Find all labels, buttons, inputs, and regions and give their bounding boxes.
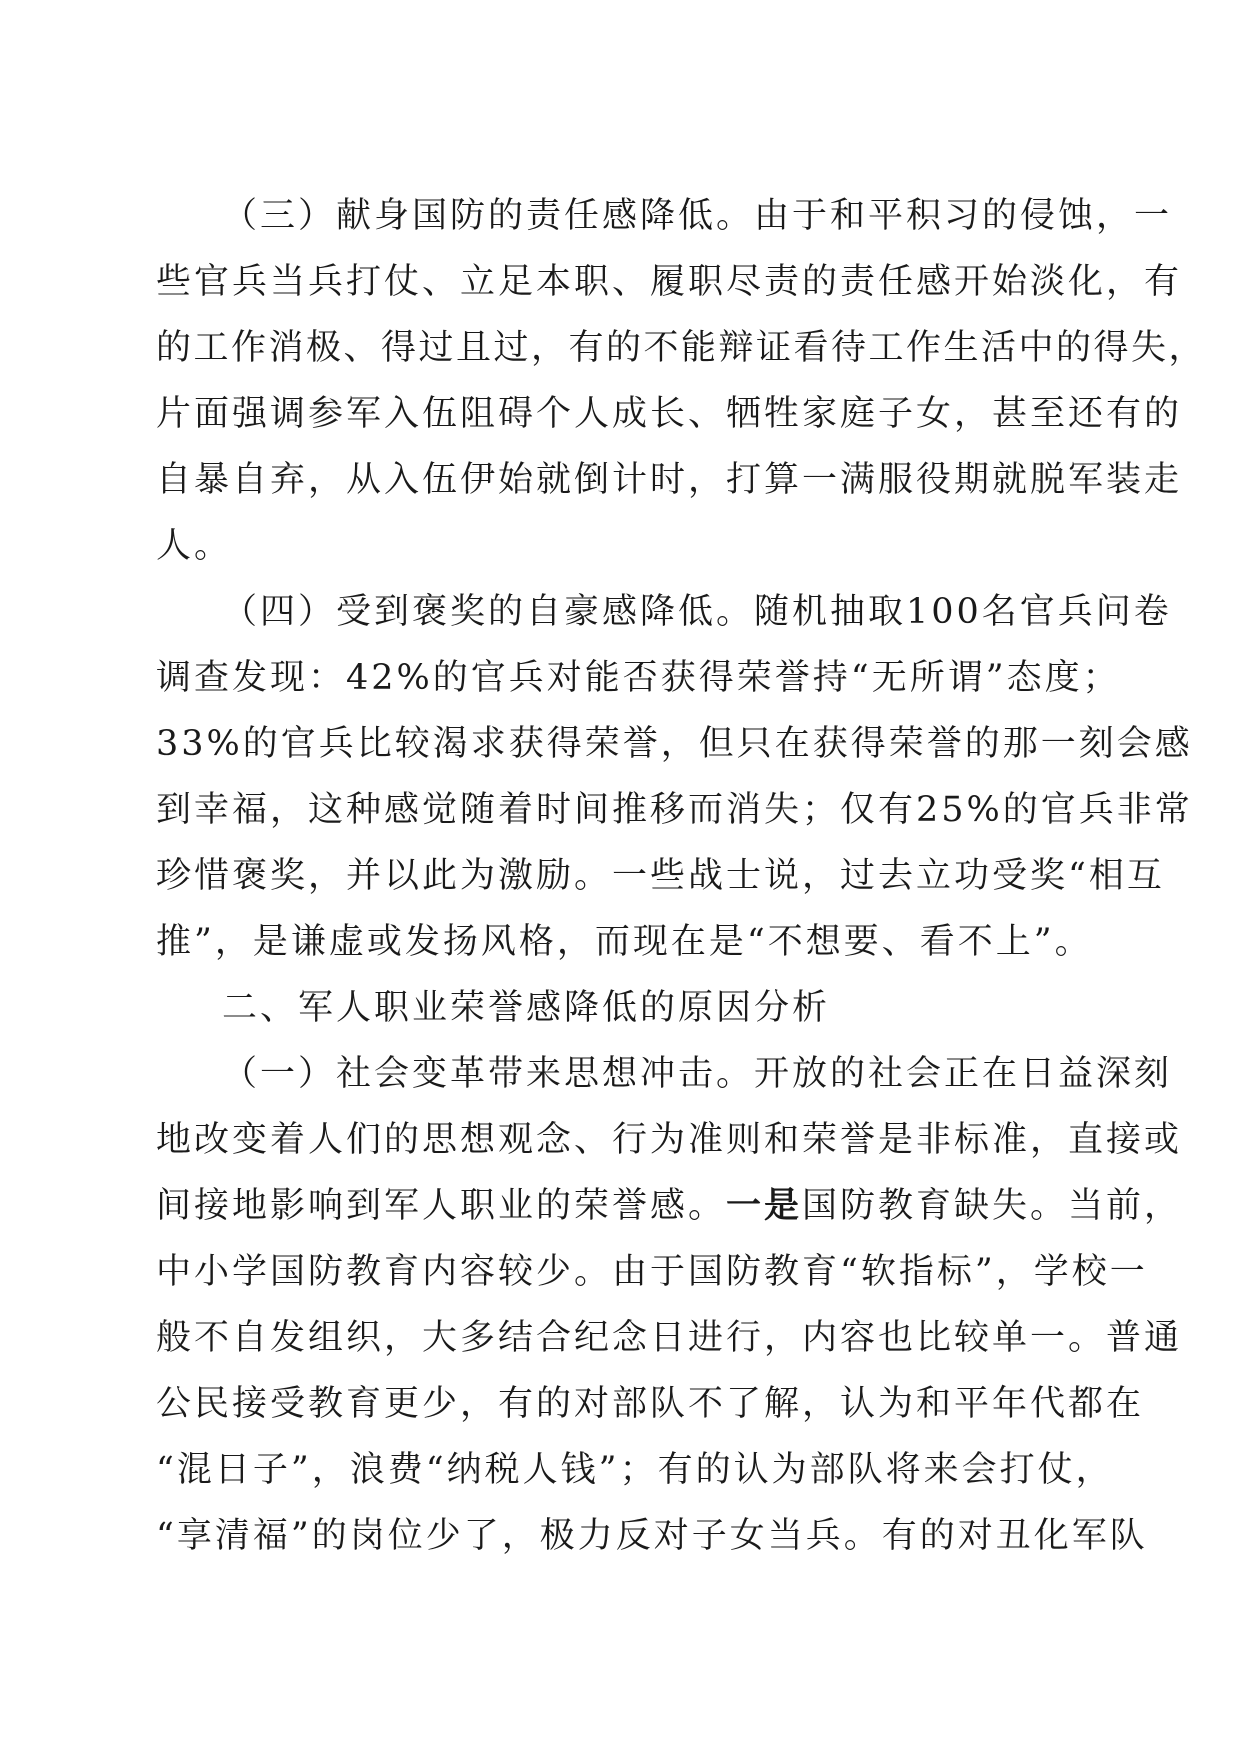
para-4-line-4: 到幸福，这种感觉随着时间推移而消失；仅有25%的官兵非常	[156, 790, 1193, 830]
para-3-line-2: 些官兵当兵打仗、立足本职、履职尽责的责任感开始淡化，有	[156, 262, 1183, 302]
para-5-line-3-tail: 国防教育缺失。当前，	[802, 1186, 1183, 1226]
para-3-line-4: 片面强调参军入伍阻碍个人成长、牺牲家庭子女，甚至还有的	[156, 394, 1183, 434]
para-3-line-3: 的工作消极、得过且过，有的不能辩证看待工作生活中的得失，	[156, 328, 1207, 368]
para-5-line-4: 中小学国防教育内容较少。由于国防教育“软指标”，学校一	[156, 1252, 1148, 1292]
para-4-line-5: 珍惜褒奖，并以此为激励。一些战士说，过去立功受奖“相互	[156, 856, 1165, 896]
bold-marker: 一是	[726, 1185, 803, 1226]
para-5-line-7: “混日子”，浪费“纳税人钱”；有的认为部队将来会打仗，	[156, 1450, 1114, 1490]
para-4-line-2: 调查发现：42%的官兵对能否获得荣誉持“无所谓”态度；	[156, 658, 1121, 698]
para-3-line-5: 自暴自弃，从入伍伊始就倒计时，打算一满服役期就脱军装走	[156, 460, 1183, 500]
para-5-line-5: 般不自发组织，大多结合纪念日进行，内容也比较单一。普通	[156, 1318, 1183, 1358]
para-5-line-3-text: 间接地影响到军人职业的荣誉感。	[156, 1186, 727, 1226]
section-heading: 二、军人职业荣誉感降低的原因分析	[222, 988, 831, 1028]
para-5-line-8: “享清福”的岗位少了，极力反对子女当兵。有的对丑化军队	[156, 1516, 1148, 1556]
para-4-line-6: 推”，是谦虚或发扬风格，而现在是“不想要、看不上”。	[156, 922, 1093, 962]
para-4-line-3: 33%的官兵比较渴求获得荣誉，但只在获得荣誉的那一刻会感	[156, 724, 1193, 764]
para-5-line-1: （一）社会变革带来思想冲击。开放的社会正在日益深刻	[222, 1054, 1173, 1094]
para-5-line-6: 公民接受教育更少，有的对部队不了解，认为和平年代都在	[156, 1384, 1145, 1424]
para-5-line-3	[156, 1171, 1182, 1241]
para-5-line-2: 地改变着人们的思想观念、行为准则和荣誉是非标准，直接或	[156, 1120, 1183, 1160]
para-3-line-6: 人。	[156, 526, 233, 566]
para-3-line-1: （三）献身国防的责任感降低。由于和平积习的侵蚀，一	[222, 196, 1173, 236]
para-4-line-1: （四）受到褒奖的自豪感降低。随机抽取100名官兵问卷	[222, 592, 1172, 632]
